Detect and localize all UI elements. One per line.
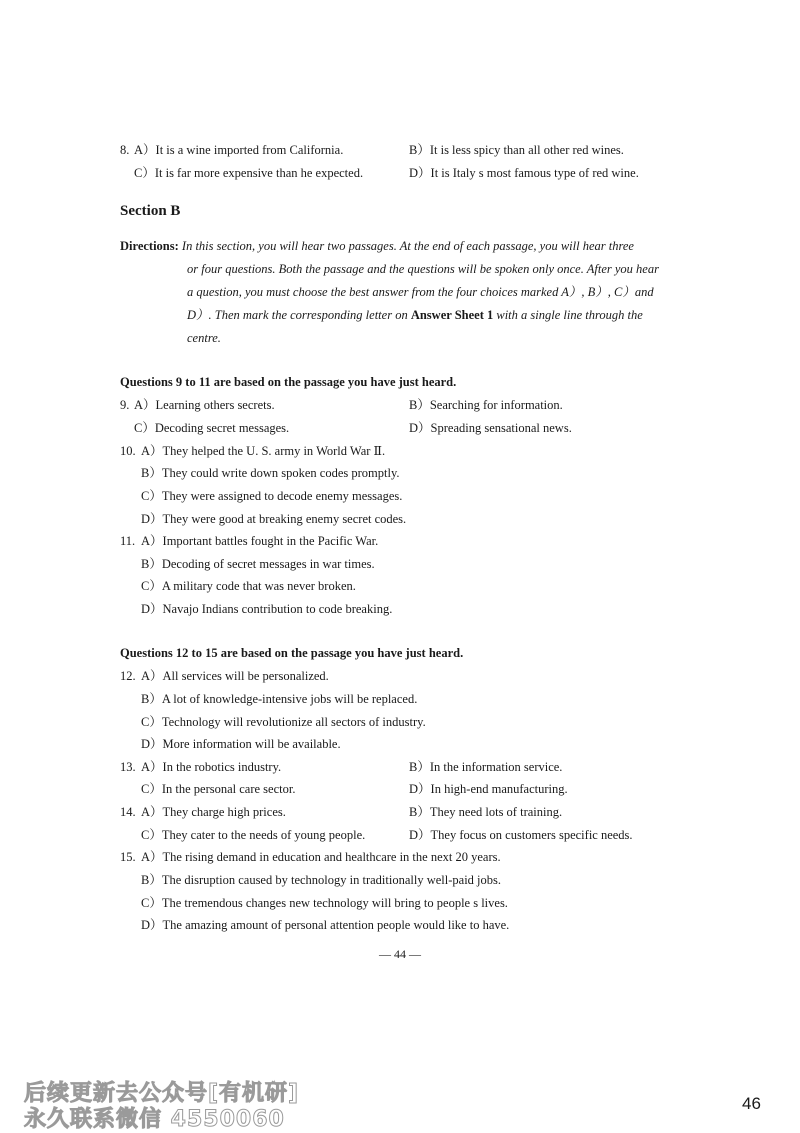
- q12-option-d: D）More information will be available.: [141, 737, 341, 751]
- q9-option-c: C）Decoding secret messages.: [134, 421, 290, 435]
- answer-sheet-label: Answer Sheet 1: [410, 308, 494, 322]
- corner-page-number: 46: [742, 1094, 761, 1113]
- questions-9-11-header: Questions 9 to 11 are based on the passage you have just heard.: [120, 375, 457, 389]
- directions-line-5: centre.: [187, 331, 221, 345]
- watermark-line-1: 后续更新去公众号[有机研]: [24, 1081, 300, 1106]
- q12-option-b: B）A lot of knowledge-intensive jobs will be replaced.: [141, 692, 418, 706]
- q8-number: 8.: [120, 143, 130, 157]
- q9-option-a: A）Learning others secrets.: [134, 398, 275, 412]
- q8-option-c: C）It is far more expensive than he expected.: [134, 166, 364, 180]
- q9-number: 9.: [120, 398, 130, 412]
- q9-option-d: D）Spreading sensational news.: [409, 421, 572, 435]
- q12-number: 12.: [120, 669, 136, 683]
- q13-option-a: A）In the robotics industry.: [141, 760, 282, 774]
- q15-option-c: C）The tremendous changes new technology will bring to people s lives.: [141, 896, 508, 910]
- q13-option-b: B）In the information service.: [409, 760, 563, 774]
- directions-line-4: [187, 307, 643, 323]
- q14-option-a: A）They charge high prices.: [141, 805, 286, 819]
- page-number: — 44 —: [379, 947, 421, 961]
- directions-label: Directions:: [120, 239, 179, 253]
- q8-option-b: B）It is less spicy than all other red wines.: [409, 143, 624, 157]
- directions-line-2: or four questions. Both the passage and the questions will be spoken only once. After you hear: [187, 262, 659, 276]
- q13-number: 13.: [120, 760, 136, 774]
- watermark-line-2: 永久联系微信 4550060: [24, 1107, 285, 1132]
- q15-option-d: D）The amazing amount of personal attention people would like to have.: [141, 918, 510, 932]
- q14-option-d: D）They focus on customers specific needs.: [409, 828, 633, 842]
- directions-text-4a: D）. Then mark the corresponding letter on: [187, 308, 411, 322]
- q11-option-d: D）Navajo Indians contribution to code breaking.: [141, 602, 393, 616]
- q12-option-c: C）Technology will revolutionize all sectors of industry.: [141, 715, 426, 729]
- directions-line-3: a question, you must choose the best answer from the four choices marked A）, B）, C）and: [187, 285, 654, 299]
- q14-option-b: B）They need lots of training.: [409, 805, 563, 819]
- q13-option-c: C）In the personal care sector.: [141, 782, 296, 796]
- q10-option-b: B）They could write down spoken codes promptly.: [141, 466, 400, 480]
- q8-option-a: A）It is a wine imported from California.: [134, 143, 344, 157]
- q14-number: 14.: [120, 805, 136, 819]
- q10-option-d: D）They were good at breaking enemy secret codes.: [141, 512, 407, 526]
- q9-option-b: B）Searching for information.: [409, 398, 563, 412]
- q11-option-a: A）Important battles fought in the Pacific War.: [141, 534, 379, 548]
- directions-text-1: In this section, you will hear two passages. At the end of each passage, you will hear three: [181, 239, 634, 253]
- q14-option-c: C）They cater to the needs of young people.: [141, 828, 366, 842]
- q15-number: 15.: [120, 850, 136, 864]
- q12-option-a: A）All services will be personalized.: [141, 669, 329, 683]
- q13-option-d: D）In high-end manufacturing.: [409, 782, 568, 796]
- q11-number: 11.: [120, 534, 136, 548]
- q15-option-a: A）The rising demand in education and healthcare in the next 20 years.: [141, 850, 501, 864]
- section-title: Section B: [120, 203, 181, 219]
- q10-option-a: A）They helped the U. S. army in World War Ⅱ.: [141, 444, 386, 458]
- q8-option-d: D）It is Italy s most famous type of red wine.: [409, 166, 639, 180]
- q11-option-c: C）A military code that was never broken.: [141, 579, 356, 593]
- q10-option-c: C）They were assigned to decode enemy messages.: [141, 489, 403, 503]
- directions-line-1: [120, 238, 634, 254]
- q11-option-b: B）Decoding of secret messages in war times.: [141, 557, 375, 571]
- q15-option-b: B）The disruption caused by technology in traditionally well-paid jobs.: [141, 873, 502, 887]
- directions-text-4b: with a single line through the: [493, 308, 643, 322]
- questions-12-15-header: Questions 12 to 15 are based on the passage you have just heard.: [120, 646, 464, 660]
- q10-number: 10.: [120, 444, 136, 458]
